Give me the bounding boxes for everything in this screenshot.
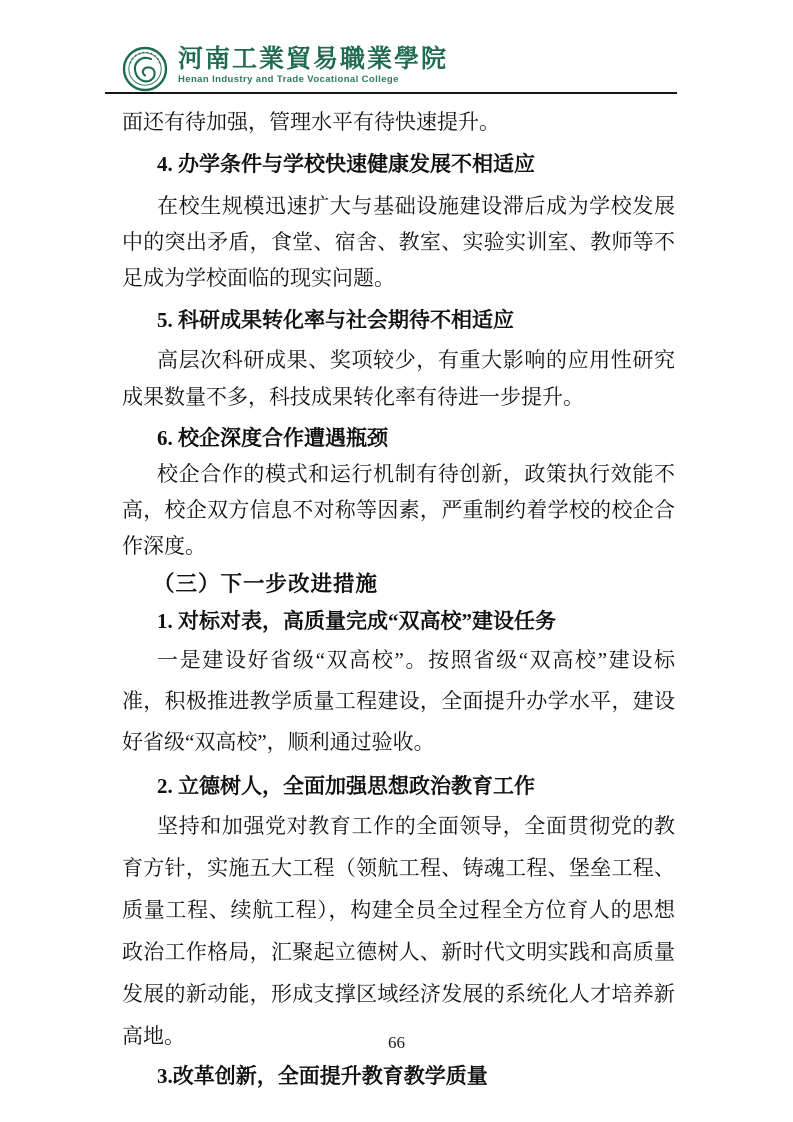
heading-item-6: 6. 校企深度合作遭遇瓶颈 xyxy=(157,426,388,450)
school-logo-icon xyxy=(122,46,168,92)
header-divider xyxy=(105,92,677,94)
heading-item-2: 2. 立德树人，全面加强思想政治教育工作 xyxy=(157,774,535,798)
heading-item-3: 3.改革创新，全面提升教育教学质量 xyxy=(157,1064,488,1088)
paragraph: 校企合作的模式和运行机制有待创新，政策执行效能不高，校企双方信息不对称等因素，严重制约着学校的校企合作深度。 xyxy=(122,462,675,558)
document-body xyxy=(122,104,675,1095)
school-name-en: Henan Industry and Trade Vocational College xyxy=(178,74,399,85)
heading-item-1: 1. 对标对表，高质量完成“双高校”建设任务 xyxy=(157,609,556,633)
school-name-cn: 河南工業貿易職業學院 xyxy=(178,46,449,73)
heading-item-5: 5. 科研成果转化率与社会期待不相适应 xyxy=(157,308,514,332)
paragraph: 坚持和加强党对教育工作的全面领导，全面贯彻党的教育方针，实施五大工程（领航工程、铸魂工程、堡垒工程、质量工程、续航工程），构建全员全过程全方位育人的思想政治工作格局，汇聚起立德树人、新时代文明实践和高质量发展的新动能，形成支撑区域经济发展的系统化人才培养新高地。 xyxy=(122,814,675,1048)
paragraph: 高层次科研成果、奖项较少，有重大影响的应用性研究成果数量不多，科技成果转化率有待进一步提升。 xyxy=(122,348,675,409)
page-number: 66 xyxy=(388,1033,405,1052)
page-header xyxy=(105,46,688,92)
paragraph: 一是建设好省级“双高校”。按照省级“双高校”建设标准，积极推进教学质量工程建设，全面提升办学水平，建设好省级“双高校”，顺利通过验收。 xyxy=(122,648,675,754)
paragraph: 在校生规模迅速扩大与基础设施建设滞后成为学校发展中的突出矛盾，食堂、宿舍、教室、实验实训室、教师等不足成为学校面临的现实问题。 xyxy=(122,194,675,290)
paragraph: 面还有待加强，管理水平有待快速提升。 xyxy=(122,110,500,134)
brand-text xyxy=(178,46,448,86)
heading-item-4: 4. 办学条件与学校快速健康发展不相适应 xyxy=(157,152,535,176)
heading-section-3: （三）下一步改进措施 xyxy=(153,572,379,596)
